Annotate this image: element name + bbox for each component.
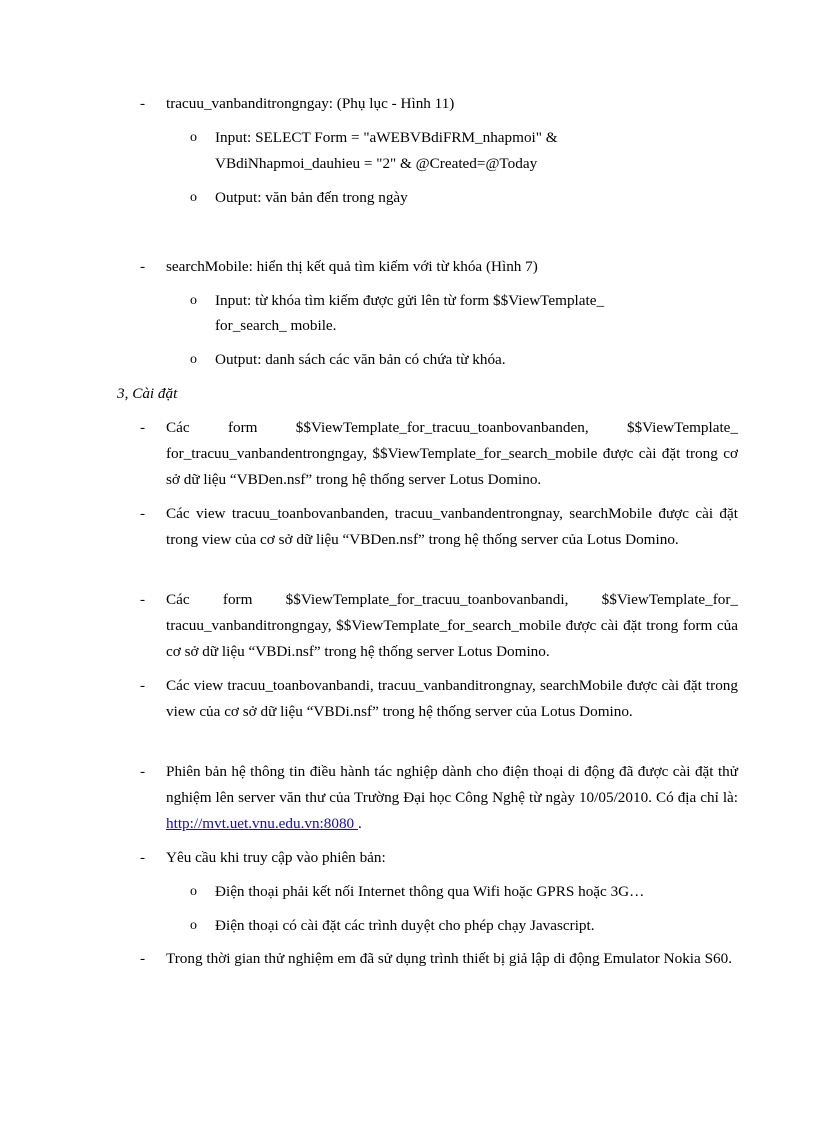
dash-marker: - bbox=[140, 950, 146, 967]
list-item-text: searchMobile: hiển thị kết quả tìm kiếm với từ khóa (Hình 7) bbox=[166, 258, 538, 275]
sub-list-item-text: Điện thoại có cài đặt các trình duyệt cho phép chạy Javascript. bbox=[215, 917, 595, 934]
list-item-text: tracuu_vanbanditrongngay: (Phụ lục - Hình 11) bbox=[166, 95, 455, 112]
list-item-text: Trong thời gian thử nghiệm em đã sử dụng trình thiết bị giả lập di động Emulator Nokia S60. bbox=[166, 950, 732, 967]
dash-marker: - bbox=[140, 763, 146, 780]
bullet-marker: o bbox=[190, 190, 197, 205]
dash-marker: - bbox=[140, 591, 146, 608]
bullet-marker: o bbox=[190, 918, 197, 933]
sub-list-item-text: Output: danh sách các văn bản có chứa từ khóa. bbox=[215, 351, 506, 368]
paragraph-text-end: . bbox=[357, 815, 362, 832]
sub-list-item-line: Input: SELECT Form = "aWEBVBdiFRM_nhapmoi" & bbox=[215, 129, 558, 146]
section-heading: 3, Cài đặt bbox=[117, 385, 178, 402]
bullet-marker: o bbox=[190, 352, 197, 367]
list-item-text: Các view tracuu_toanbovanbandi, tracuu_vanbanditrongnay, searchMobile được cài đặt trong view của cơ sở dữ liệu “VBDi.nsf” trong hệ thống server của Lotus Domino. bbox=[166, 677, 738, 720]
dash-marker: - bbox=[140, 258, 146, 275]
sub-list-item-line: VBdiNhapmoi_dauhieu = "2" & @Created=@Today bbox=[215, 155, 538, 172]
dash-marker: - bbox=[140, 677, 146, 694]
sub-list-item-text: Điện thoại phải kết nối Internet thông qua Wifi hoặc GPRS hoặc 3G… bbox=[215, 883, 645, 900]
list-item-text: Các view tracuu_toanbovanbanden, tracuu_vanbandentrongnay, searchMobile được cài đặt trong view của cơ sở dữ liệu “VBDen.nsf” trong hệ thống server của Lotus Domino. bbox=[166, 505, 738, 548]
dash-marker: - bbox=[140, 849, 146, 866]
list-item-text: Các form $$ViewTemplate_for_tracuu_toanbovanbandi, $$ViewTemplate_for_ tracuu_vanbanditrongngay, $$ViewTemplate_for_search_mobile được cài đặt trong form của cơ sở dữ liệu “VBDi.nsf” trong hệ thống server Lotus Domino. bbox=[166, 591, 738, 660]
sub-list-item-line: for_search_ mobile. bbox=[215, 317, 337, 334]
bullet-marker: o bbox=[190, 293, 197, 308]
dash-marker: - bbox=[140, 505, 146, 522]
dash-marker: - bbox=[140, 95, 146, 112]
bullet-marker: o bbox=[190, 884, 197, 899]
server-url-link[interactable]: http://mvt.uet.vnu.edu.vn:8080 bbox=[166, 815, 358, 832]
list-item-text: Yêu cầu khi truy cập vào phiên bản: bbox=[166, 849, 386, 866]
dash-marker: - bbox=[140, 419, 146, 436]
paragraph-text: Phiên bản hệ thông tin điều hành tác nghiệp dành cho điện thoại di động đã được cài đặt thử nghiệm lên server văn thư của Trường Đại học Công Nghệ từ ngày 10/05/2010. Có địa chỉ là: bbox=[166, 763, 738, 806]
list-item-text: Các form $$ViewTemplate_for_tracuu_toanbovanbanden, $$ViewTemplate_ for_tracuu_vanbandentrongngay, $$ViewTemplate_for_search_mobile được cài đặt trong cơ sở dữ liệu “VBDen.nsf” trong hệ thống server Lotus Domino. bbox=[166, 419, 738, 488]
bullet-marker: o bbox=[190, 130, 197, 145]
sub-list-item-text: Output: văn bản đến trong ngày bbox=[215, 189, 408, 206]
sub-list-item-line: Input: từ khóa tìm kiếm được gửi lên từ form $$ViewTemplate_ bbox=[215, 292, 605, 309]
list-item-text bbox=[166, 759, 738, 837]
